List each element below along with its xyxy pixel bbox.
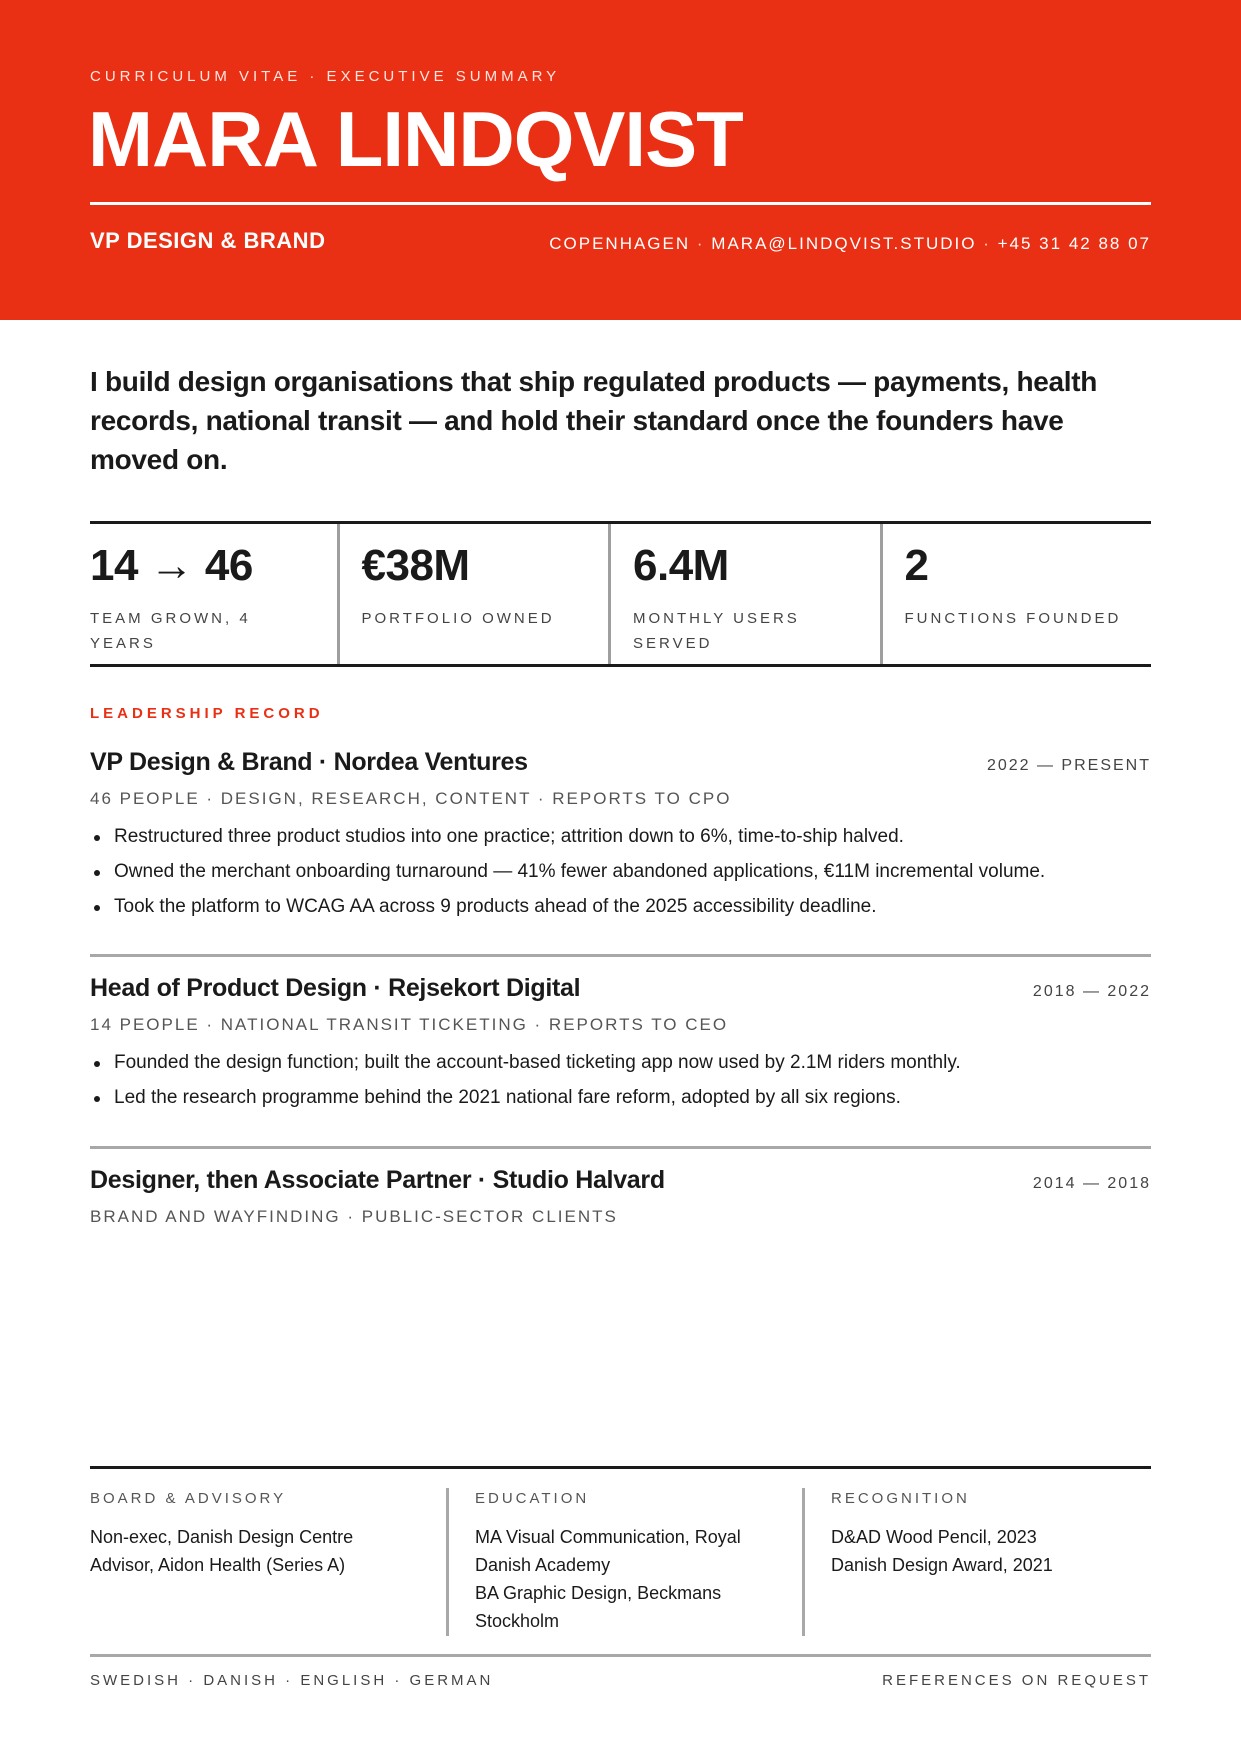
personal-statement: I build design organisations that ship regulated products — payments, health records, national transit — and hold their standard once the founders have moved on.: [90, 366, 1098, 475]
contact-line: [549, 234, 1151, 254]
list-item: Led the research programme behind the 2021 national fare reform, adopted by all six regions.: [90, 1080, 1151, 1115]
list-item: Restructured three product studios into one practice; attrition down to 6%, time-to-ship halved.: [90, 819, 1151, 854]
list-item: MA Visual Communication, Royal: [475, 1527, 741, 1547]
stat-label: FUNCTIONS FOUNDED: [904, 610, 1122, 627]
job-studio-halvard: [90, 1166, 1151, 1227]
column-label: BOARD & ADVISORY: [90, 1490, 287, 1507]
section-heading-leadership: LEADERSHIP RECORD: [90, 705, 324, 722]
list-item: Owned the merchant onboarding turnaround — 41% fewer abandoned applications, €11M incremental volume.: [90, 854, 1151, 889]
job-rejsekort: [90, 974, 1151, 1115]
stat-value: 14 → 46: [90, 541, 253, 590]
recognition-column: [802, 1488, 1151, 1636]
job-header: [90, 748, 1151, 777]
header-divider: [90, 202, 1151, 205]
references-note: REFERENCES ON REQUEST: [882, 1672, 1151, 1689]
job-meta: BRAND AND WAYFINDING · PUBLIC-SECTOR CLIENTS: [90, 1207, 618, 1226]
job-dates: 2018 — 2022: [1032, 983, 1151, 1000]
column-label: RECOGNITION: [831, 1490, 970, 1507]
list-item: Founded the design function; built the account-based ticketing app now used by 2.1M riders monthly.: [90, 1045, 1151, 1080]
list-item: D&AD Wood Pencil, 2023: [831, 1527, 1037, 1547]
list-item: BA Graphic Design, Beckmans: [475, 1583, 722, 1603]
job-meta: 46 PEOPLE · DESIGN, RESEARCH, CONTENT · REPORTS TO CPO: [90, 789, 732, 808]
job-achievements: [90, 819, 1151, 924]
job-title: VP Design & Brand · Nordea Ventures: [90, 748, 528, 776]
column-label: EDUCATION: [475, 1490, 590, 1507]
list-item: Stockholm: [475, 1611, 560, 1631]
contact-city: COPENHAGEN: [549, 234, 691, 253]
stat-value: 2: [904, 541, 929, 590]
job-dates: 2022 — PRESENT: [986, 757, 1151, 774]
column-lines: [831, 1523, 1131, 1579]
footer-columns: [90, 1488, 1151, 1636]
job-title: Designer, then Associate Partner · Studio Halvard: [90, 1166, 665, 1194]
list-item: Advisor, Aidon Health (Series A): [90, 1555, 346, 1575]
stat-value: €38M: [361, 541, 470, 590]
job-divider: [90, 954, 1151, 957]
job-meta: 14 PEOPLE · NATIONAL TRANSIT TICKETING · REPORTS TO CEO: [90, 1015, 729, 1034]
footer-divider-top: [90, 1466, 1151, 1469]
column-lines: [475, 1523, 782, 1635]
education-column: [446, 1488, 802, 1636]
list-item: Danish Design Award, 2021: [831, 1555, 1053, 1575]
footer-divider-bottom: [90, 1654, 1151, 1657]
job-title: Head of Product Design · Rejsekort Digital: [90, 974, 581, 1002]
contact-separator: ·: [696, 234, 705, 253]
candidate-role: VP DESIGN & BRAND: [90, 228, 326, 253]
stat-team-growth: [90, 524, 337, 664]
column-lines: [90, 1523, 426, 1579]
stat-functions-founded: [880, 524, 1152, 664]
job-header: [90, 974, 1151, 1003]
list-item: Danish Academy: [475, 1555, 611, 1575]
job-achievements: [90, 1045, 1151, 1115]
stat-value: 6.4M: [633, 541, 729, 590]
stat-label: TEAM GROWN, 4 YEARS: [90, 610, 251, 652]
document-eyebrow: CURRICULUM VITAE · EXECUTIVE SUMMARY: [90, 68, 561, 85]
contact-separator: ·: [983, 234, 991, 253]
job-header: [90, 1166, 1151, 1195]
board-advisory-column: [90, 1488, 446, 1636]
job-divider: [90, 1146, 1151, 1149]
key-stats: [90, 521, 1151, 667]
job-nordea: [90, 748, 1151, 924]
candidate-name: MARA LINDQVIST: [88, 95, 743, 183]
stat-label: PORTFOLIO OWNED: [361, 610, 555, 627]
header-banner: [0, 0, 1241, 320]
stat-portfolio: [337, 524, 609, 664]
languages-line: SWEDISH · DANISH · ENGLISH · GERMAN: [90, 1672, 494, 1689]
stat-label: MONTHLY USERS SERVED: [633, 610, 800, 652]
job-dates: 2014 — 2018: [1032, 1175, 1151, 1192]
list-item: Non-exec, Danish Design Centre: [90, 1527, 354, 1547]
contact-email[interactable]: MARA@LINDQVIST.STUDIO: [711, 234, 977, 253]
stat-monthly-users: [608, 524, 880, 664]
contact-phone[interactable]: +45 31 42 88 07: [997, 234, 1151, 253]
list-item: Took the platform to WCAG AA across 9 products ahead of the 2025 accessibility deadline.: [90, 889, 1151, 924]
